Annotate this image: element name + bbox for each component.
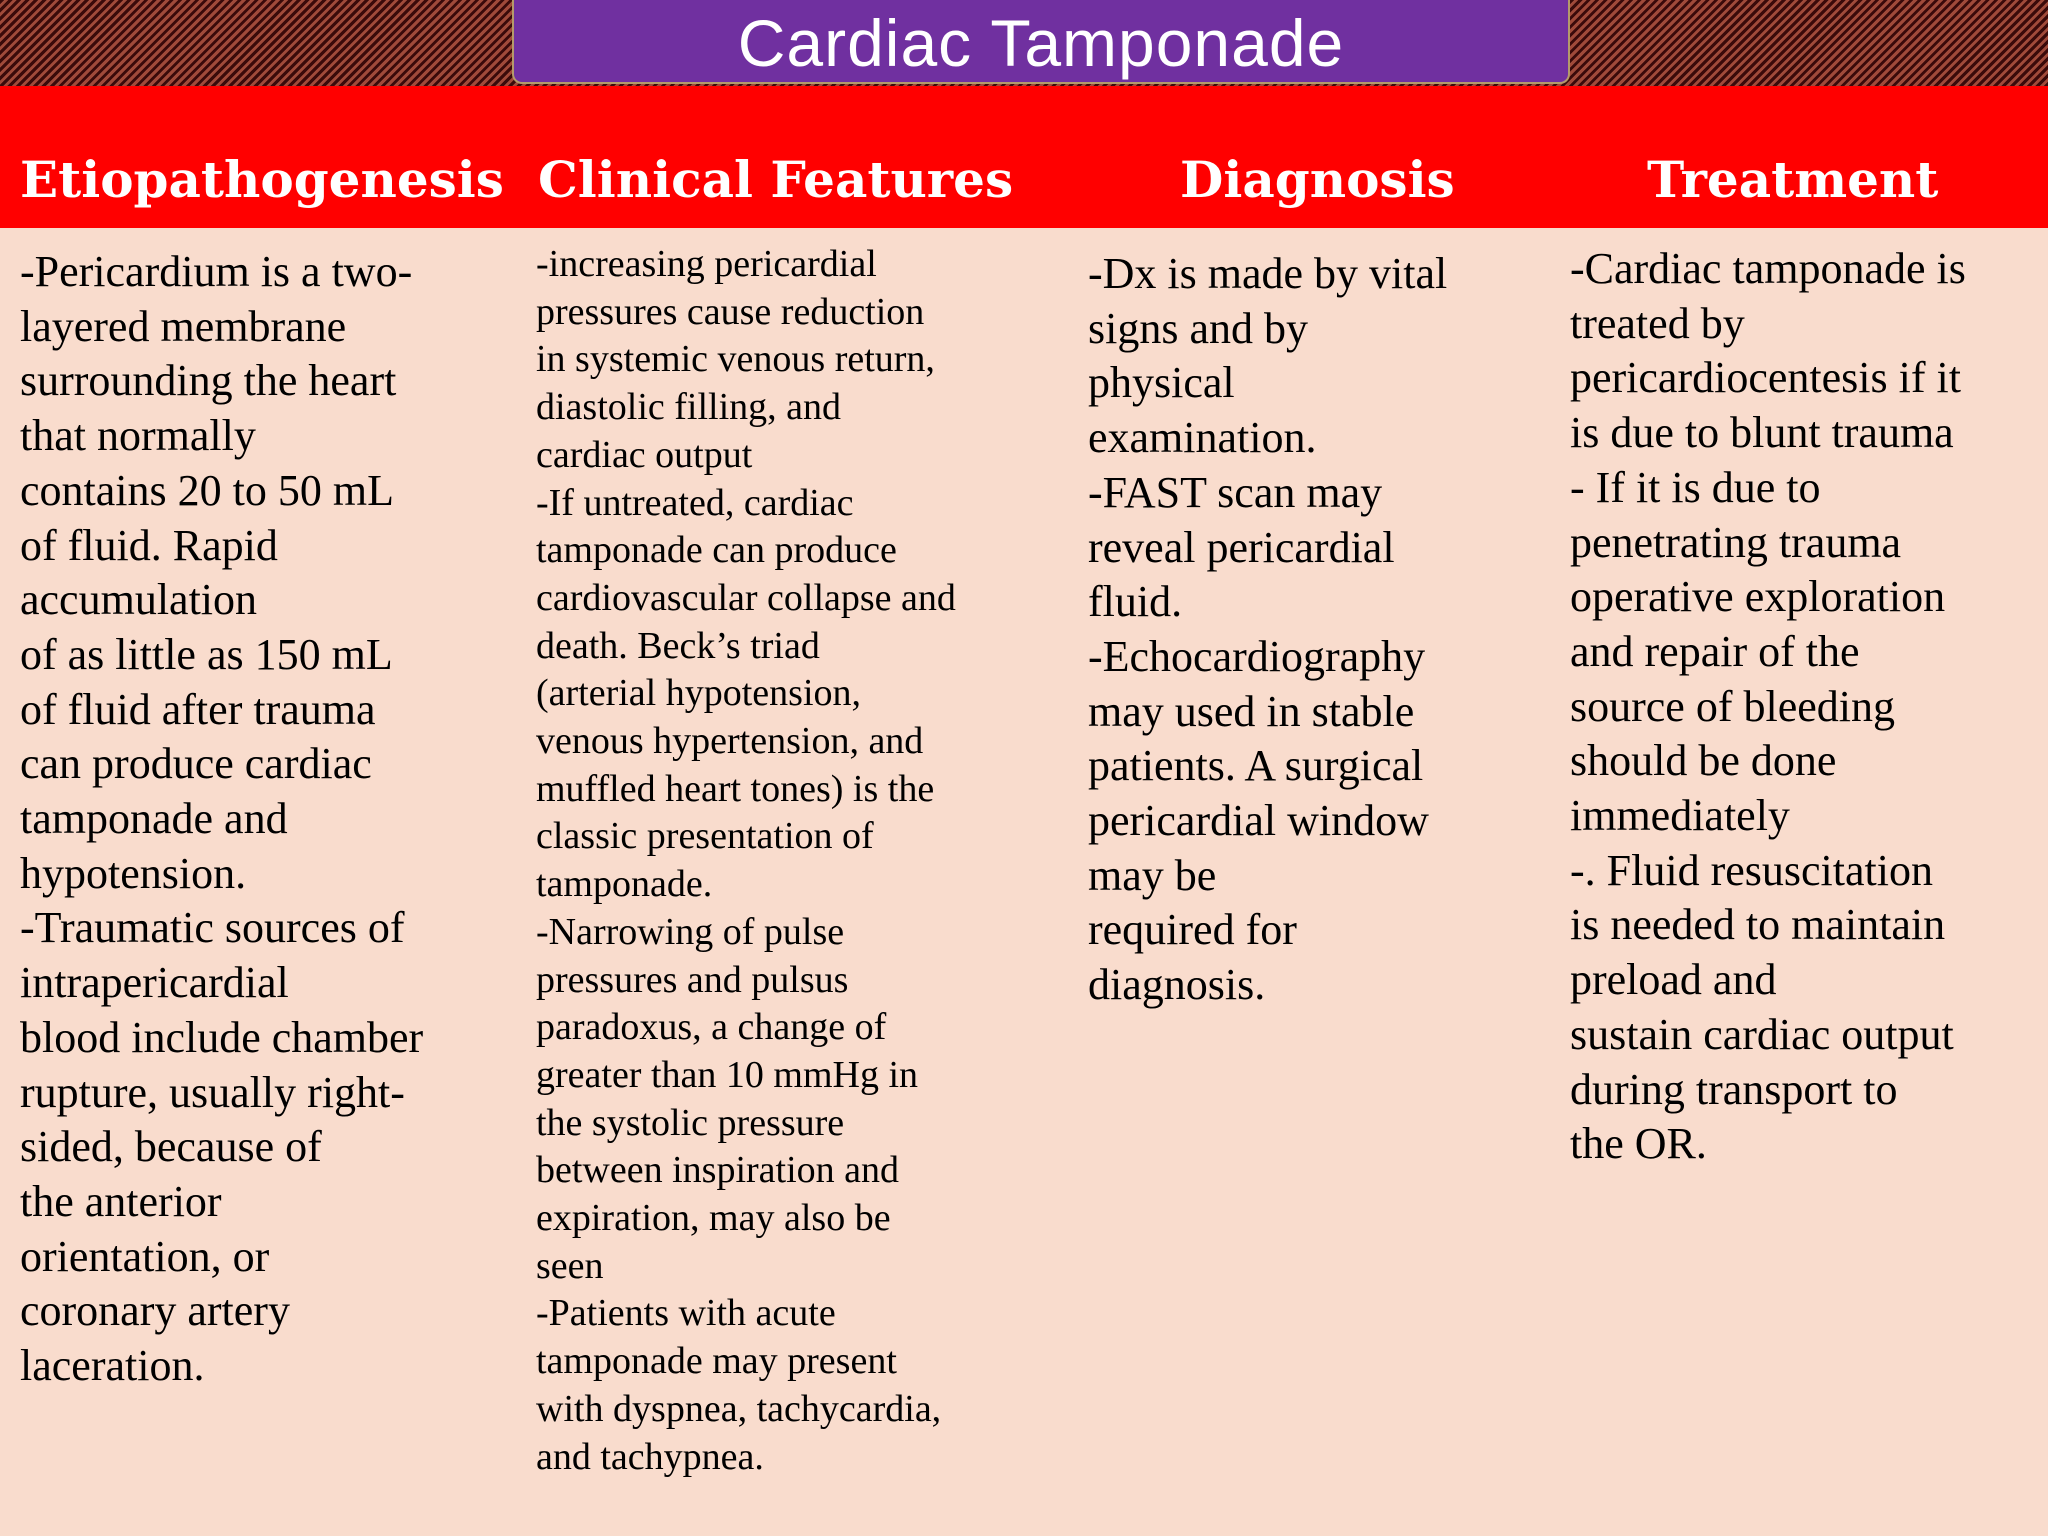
- heading-treatment: Treatment: [1647, 150, 1939, 209]
- diagnosis-text: -Dx is made by vital signs and by physical examination. -FAST scan may reveal pericardial fluid. -Echocardiography may used in stable patients. A surgical pericardial window may be required for diagnosis.: [1088, 249, 1448, 1010]
- etiopathogenesis-text: -Pericardium is a two- layered membrane surrounding the heart that normally contains 20 to 50 mL of fluid. Rapid accumulation of as little as 150 mL of fluid after trauma can produce cardiac tamponade and hypotension. -Traumatic sources of intrapericardial blood include chamber rupture, usually right- sided, because of the anterior orientation, or coronary artery laceration.: [20, 247, 424, 1391]
- heading-diagnosis: Diagnosis: [1180, 150, 1455, 209]
- slide-title: Cardiac Tamponade: [737, 6, 1345, 80]
- clinical-features-text: -increasing pericardial pressures cause reduction in systemic venous return, diastolic filling, and cardiac output -If untreated, cardiac tamponade can produce cardiovascular collapse and death. Beck’s triad (arterial hypotension, venous hypertension, and muffled heart tones) is the classic presentation of tamponade. -Narrowing of pulse pressures and pulsus paradoxus, a change of greater than 10 mmHg in the systolic pressure between inspiration and expiration, may also be seen -Patients with acute tamponade may present with dyspnea, tachycardia, and tachypnea.: [536, 243, 956, 1478]
- title-banner: [512, 0, 1570, 84]
- heading-etiopathogenesis: Etiopathogenesis: [20, 150, 504, 209]
- treatment-text: -Cardiac tamponade is treated by pericardiocentesis if it is due to blunt trauma - If it is due to penetrating trauma operative exploration and repair of the source of bleeding should be done immediately -. Fluid resuscitation is needed to maintain preload and sustain cardiac output during transport to the OR.: [1570, 244, 1966, 1169]
- heading-clinical-features: Clinical Features: [538, 150, 1014, 209]
